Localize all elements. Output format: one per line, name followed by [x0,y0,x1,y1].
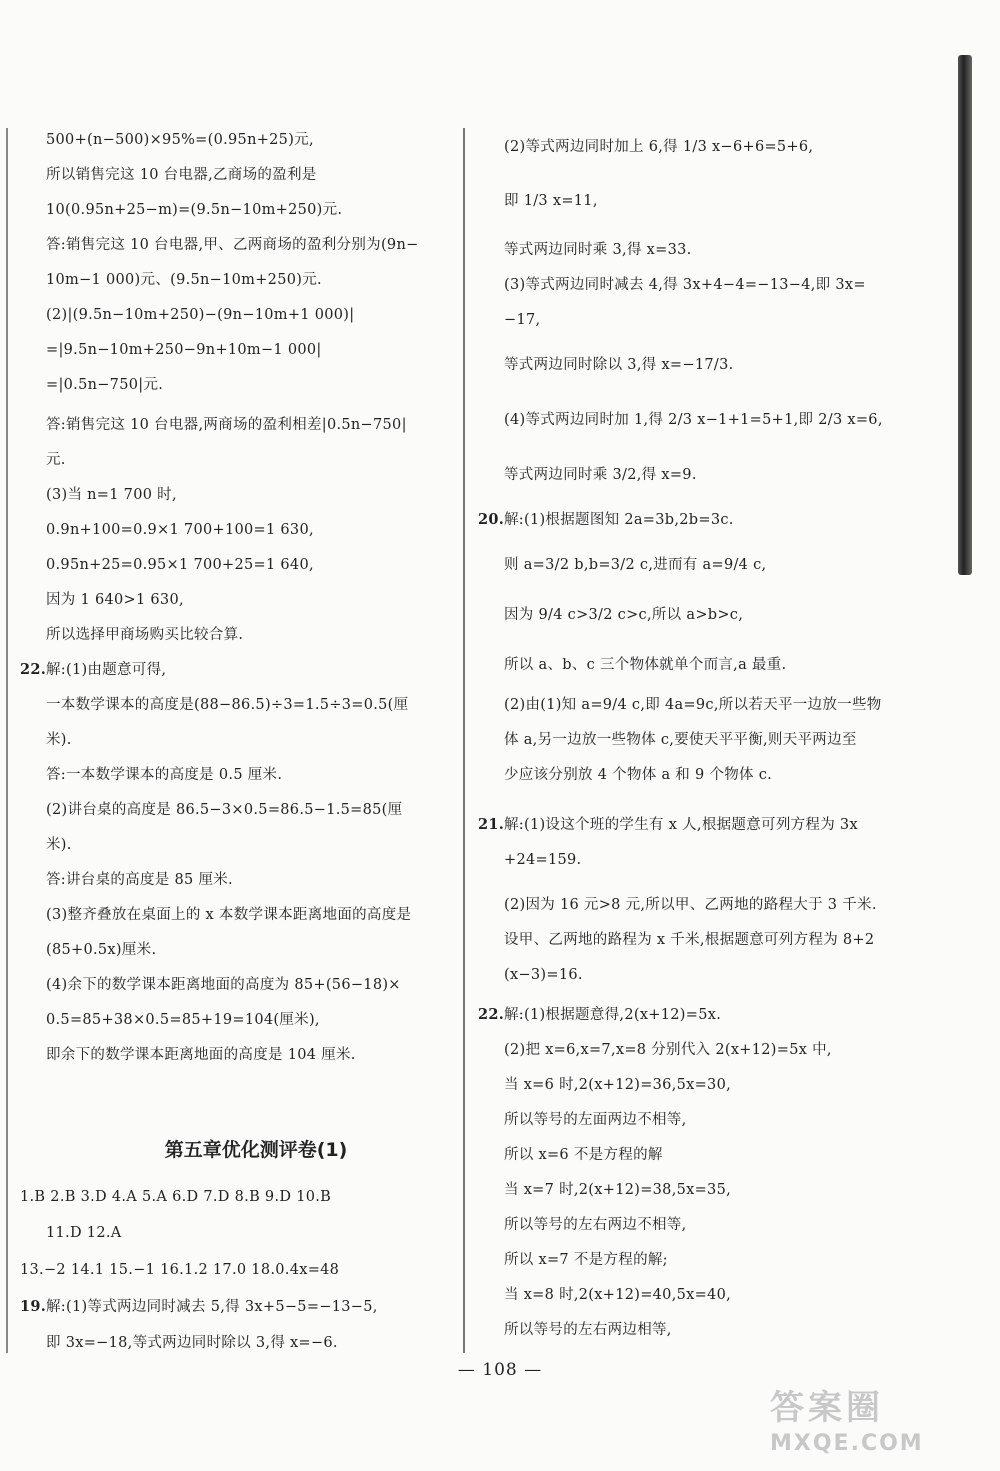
solution-line: 等式两边同时乘 3/2,得 x=9. [504,467,697,483]
solution-line: =|0.5n−750|元. [46,377,164,393]
solution-line: 10(0.95n+25−m)=(9.5n−10m+250)元. [46,202,343,218]
solution-line: 0.9n+100=0.9×1 700+100=1 630, [46,522,314,538]
solution-line: 等式两边同时除以 3,得 x=−17/3. [504,357,734,373]
solution-line: 则 a=3/2 b,b=3/2 c,进而有 a=9/4 c, [504,557,767,573]
solution-line: 解:(1)设这个班的学生有 x 人,根据题意可列方程为 3x [504,817,858,833]
solution-line: 答:讲台桌的高度是 85 厘米. [46,872,233,888]
solution-line: 体 a,另一边放一些物体 c,要使天平平衡,则天平两边至 [504,732,857,748]
solution-line: (4)等式两边同时加 1,得 2/3 x−1+1=5+1,即 2/3 x=6, [504,412,883,428]
solution-line: 当 x=8 时,2(x+12)=40,5x=40, [504,1287,732,1303]
question-number: 22. [20,661,47,678]
solution-line: 即 1/3 x=11, [504,193,598,209]
solution-line: 等式两边同时乘 3,得 x=33. [504,242,692,258]
watermark-text: 答案圈 [770,1388,884,1428]
solution-line: (2)因为 16 元>8 元,所以甲、乙两地的路程大于 3 千米. [504,897,877,913]
question-number: 22. [478,1006,505,1023]
solution-line: 解:(1)由题意可得, [46,662,167,678]
solution-line: (4)余下的数学课本距离地面的高度为 85+(56−18)× [46,977,401,993]
solution-line: 因为 1 640>1 630, [46,592,184,608]
solution-line: 500+(n−500)×95%=(0.95n+25)元, [46,132,314,148]
solution-line: 答:一本数学课本的高度是 0.5 厘米. [46,767,283,783]
answer-row: 13.−2 14.1 15.−1 16.1.2 17.0 18.0.4x=48 [20,1262,340,1278]
solution-line: 解:(1)等式两边同时减去 5,得 3x+5−5=−13−5, [46,1299,378,1315]
solution-line: (2)等式两边同时加上 6,得 1/3 x−6+6=5+6, [504,139,814,155]
solution-line: 答:销售完这 10 台电器,甲、乙两商场的盈利分别为(9n− [46,237,419,253]
question-number: 20. [478,511,505,528]
solution-line: 10m−1 000)元、(9.5n−10m+250)元. [46,272,322,288]
solution-line: (2)讲台桌的高度是 86.5−3×0.5=86.5−1.5=85(厘 [46,802,403,818]
solution-line: =|9.5n−10m+250−9n+10m−1 000| [46,342,322,358]
solution-line: 即 3x=−18,等式两边同时除以 3,得 x=−6. [46,1335,338,1351]
watermark-logo [770,1380,990,1465]
solution-line: (2)把 x=6,x=7,x=8 分别代入 2(x+12)=5x 中, [504,1042,832,1058]
solution-line: (2)|(9.5n−10m+250)−(9n−10m+1 000)| [46,307,355,323]
column-divider [463,128,465,1353]
solution-line: 所以 a、b、c 三个物体就单个而言,a 最重. [504,657,787,673]
solution-line: 所以选择甲商场购买比较合算. [46,627,244,643]
watermark-site: MXQE.COM [770,1431,924,1456]
answer-row: 11.D 12.A [46,1225,122,1241]
solution-line: 即余下的数学课本距离地面的高度是 104 厘米. [46,1047,356,1063]
solution-line: (3)整齐叠放在桌面上的 x 本数学课本距离地面的高度是 [46,907,412,923]
solution-line: 一本数学课本的高度是(88−86.5)÷3=1.5÷3=0.5(厘 [46,697,409,713]
solution-line: 所以销售完这 10 台电器,乙商场的盈利是 [46,167,317,183]
solution-line: 当 x=6 时,2(x+12)=36,5x=30, [504,1077,732,1093]
solution-line: −17, [504,312,541,328]
solution-line: 所以 x=7 不是方程的解; [504,1252,668,1268]
solution-line: 所以等号的左右两边不相等, [504,1217,687,1233]
solution-line: 解:(1)根据题意得,2(x+12)=5x. [504,1007,722,1023]
solution-line: 设甲、乙两地的路程为 x 千米,根据题意可列方程为 8+2 [504,932,875,948]
solution-line: 米). [46,732,72,748]
solution-line: 因为 9/4 c>3/2 c>c,所以 a>b>c, [504,607,744,623]
question-number: 19. [20,1298,47,1315]
left-margin-rule [6,128,8,1353]
solution-line: 所以等号的左右两边相等, [504,1322,672,1338]
solution-line: 米). [46,837,72,853]
solution-line: (2)由(1)知 a=9/4 c,即 4a=9c,所以若天平一边放一些物 [504,697,882,713]
solution-line: 解:(1)根据题图知 2a=3b,2b=3c. [504,512,734,528]
solution-line: (3)等式两边同时减去 4,得 3x+4−4=−13−4,即 3x= [504,277,866,293]
solution-line: (85+0.5x)厘米. [46,942,157,958]
chapter-title: 第五章优化测评卷(1) [164,1139,348,1161]
solution-line: 少应该分别放 4 个物体 a 和 9 个物体 c. [504,767,773,783]
solution-line: 元. [46,452,66,468]
solution-line: 0.5=85+38×0.5=85+19=104(厘米), [46,1012,320,1028]
answer-row: 1.B 2.B 3.D 4.A 5.A 6.D 7.D 8.B 9.D 10.B [20,1189,332,1205]
solution-line: 所以 x=6 不是方程的解 [504,1147,663,1163]
solution-line: 所以等号的左面两边不相等, [504,1112,687,1128]
solution-line: (x−3)=16. [504,967,583,983]
solution-line: (3)当 n=1 700 时, [46,487,177,503]
solution-line: 答:销售完这 10 台电器,两商场的盈利相差|0.5n−750| [46,417,407,433]
question-number: 21. [478,816,505,833]
page-number: — 108 — [457,1360,543,1380]
solution-line: 当 x=7 时,2(x+12)=38,5x=35, [504,1182,732,1198]
page-edge-shadow [958,55,972,575]
solution-line: 0.95n+25=0.95×1 700+25=1 640, [46,557,314,573]
solution-line: +24=159. [504,852,582,868]
